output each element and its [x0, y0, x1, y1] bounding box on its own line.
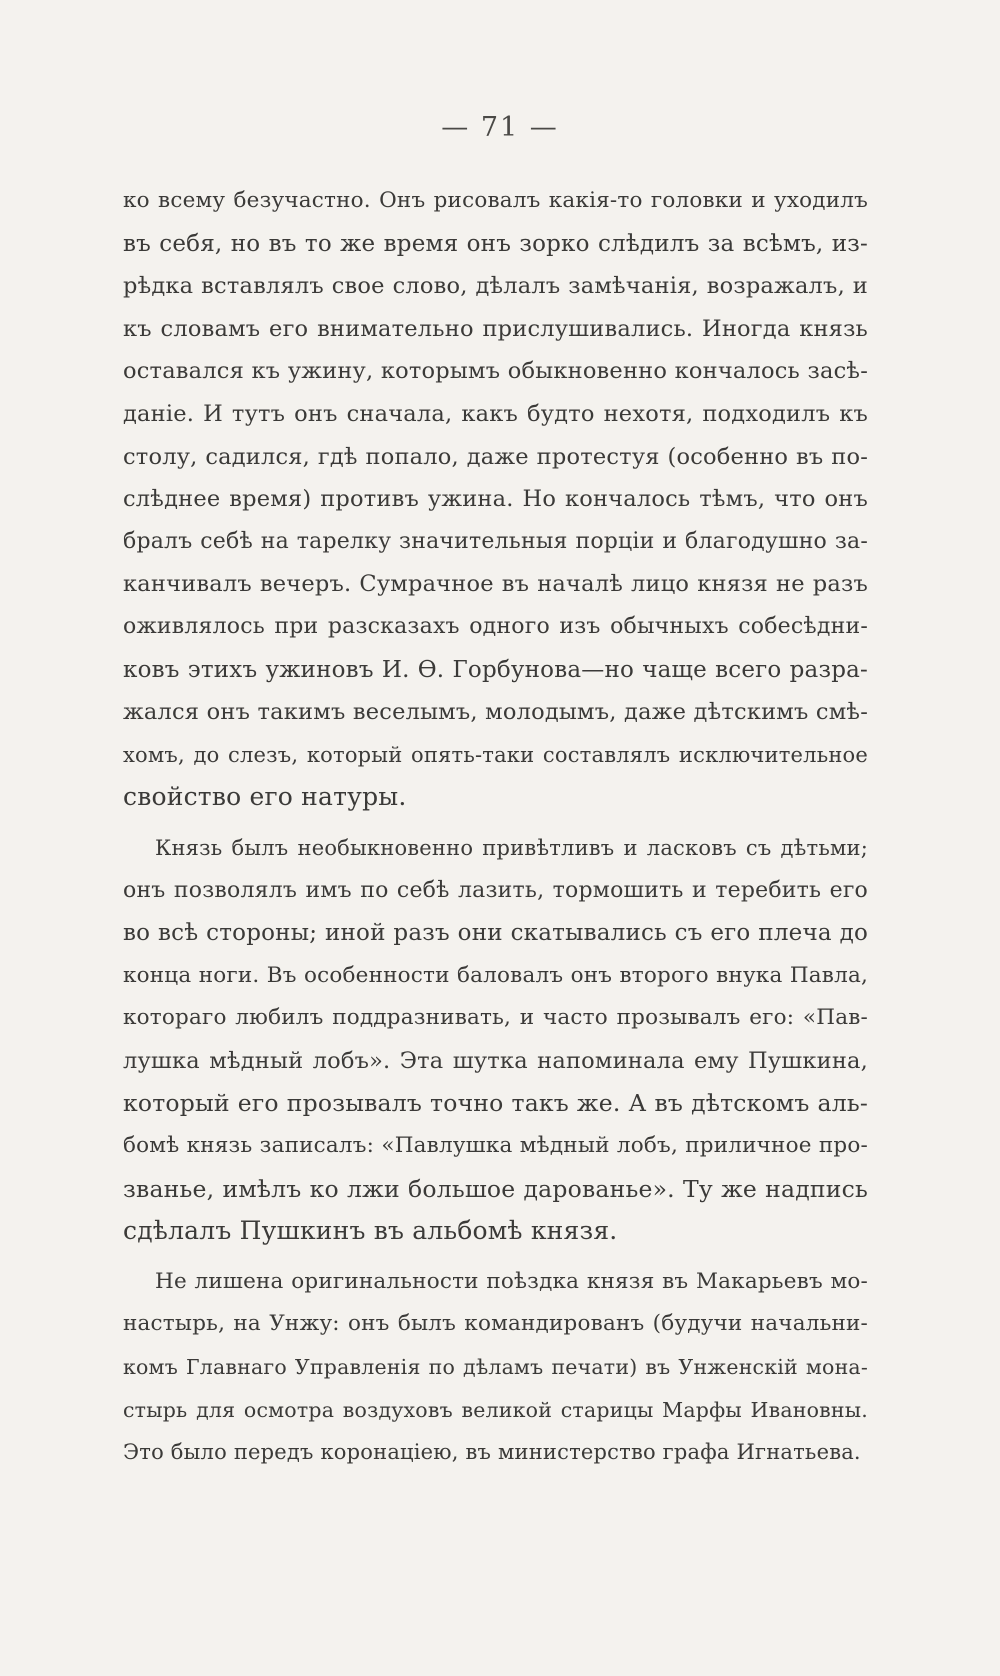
- text-line: сдѣлалъ Пушкинъ въ альбомѣ князя.: [123, 1216, 618, 1246]
- text-line: Не лишена оригинальности поѣздка князя въ Макарьевъ мо-: [155, 1268, 868, 1294]
- text-line: бомѣ князь записалъ: «Павлушка мѣдный лобъ, приличное про-: [123, 1133, 868, 1159]
- text-line: котораго любилъ поддразнивать, и часто прозывалъ его: «Пав-: [123, 1005, 868, 1031]
- paragraph-1: [123, 180, 868, 819]
- text-line: Это было передъ коронаціею, въ министерство графа Игнатьева.: [123, 1440, 861, 1465]
- text-line: который его прозывалъ точно такъ же. А въ дѣтскомъ аль-: [123, 1089, 868, 1118]
- text-line: къ словамъ его внимательно прислушивались. Иногда князь: [123, 315, 868, 342]
- text-line: бралъ себѣ на тарелку значительныя порціи и благодушно за-: [123, 528, 868, 554]
- text-line: столу, садился, гдѣ попало, даже протестуя (особенно въ по-: [123, 443, 868, 470]
- text-line: комъ Главнаго Управленія по дѣламъ печати) въ Унженскій мона-: [123, 1355, 868, 1380]
- text-line: свойство его натуры.: [123, 782, 407, 812]
- text-line: оставался къ ужину, которымъ обыкновенно кончалось засѣ-: [123, 358, 868, 385]
- text-line: Князь былъ необыкновенно привѣтливъ и ласковъ съ дѣтьми;: [155, 835, 868, 860]
- text-line: канчивалъ вечеръ. Сумрачное въ началѣ лицо князя не разъ: [123, 571, 868, 598]
- text-line: лушка мѣдный лобъ». Эта шутка напоминала ему Пушкина,: [123, 1047, 868, 1074]
- text-line: ко всему безучастно. Онъ рисовалъ какія-то головки и уходилъ: [123, 188, 868, 213]
- text-line: конца ноги. Въ особенности баловалъ онъ второго внука Павла,: [123, 962, 868, 988]
- text-line: оживлялось при разсказахъ одного изъ обычныхъ собесѣдни-: [123, 613, 868, 639]
- text-line: званье, имѣлъ ко лжи большое дарованье». Ту же надпись: [123, 1174, 868, 1203]
- paragraph-3: [123, 1261, 868, 1474]
- text-line: жался онъ такимъ веселымъ, молодымъ, даже дѣтскимъ смѣ-: [123, 699, 868, 726]
- text-line: во всѣ стороны; иной разъ они скатывались съ его плеча до: [123, 920, 868, 947]
- paragraph-2: [123, 827, 868, 1253]
- text-line: ковъ этихъ ужиновъ И. Ѳ. Горбунова—но чаще всего разра-: [123, 656, 868, 683]
- text-line: даніе. И тутъ онъ сначала, какъ будто нехотя, подходилъ къ: [123, 400, 868, 427]
- text-line: въ себя, но въ то же время онъ зорко слѣдилъ за всѣмъ, из-: [123, 230, 868, 257]
- body-text: [123, 180, 868, 1474]
- text-line: настырь, на Унжу: онъ былъ командированъ (будучи начальни-: [123, 1311, 868, 1337]
- page-number: — 71 —: [441, 112, 559, 143]
- text-line: стырь для осмотра воздуховъ великой старицы Марфы Ивановны.: [123, 1397, 868, 1422]
- text-line: хомъ, до слезъ, который опять-таки составлялъ исключительное: [123, 742, 868, 767]
- text-line: слѣднее время) противъ ужина. Но кончалось тѣмъ, что онъ: [123, 486, 868, 513]
- text-line: онъ позволялъ имъ по себѣ лазить, тормошить и теребить его: [123, 877, 868, 903]
- text-line: рѣдка вставлялъ свое слово, дѣлалъ замѣчанія, возражалъ, и: [123, 273, 868, 300]
